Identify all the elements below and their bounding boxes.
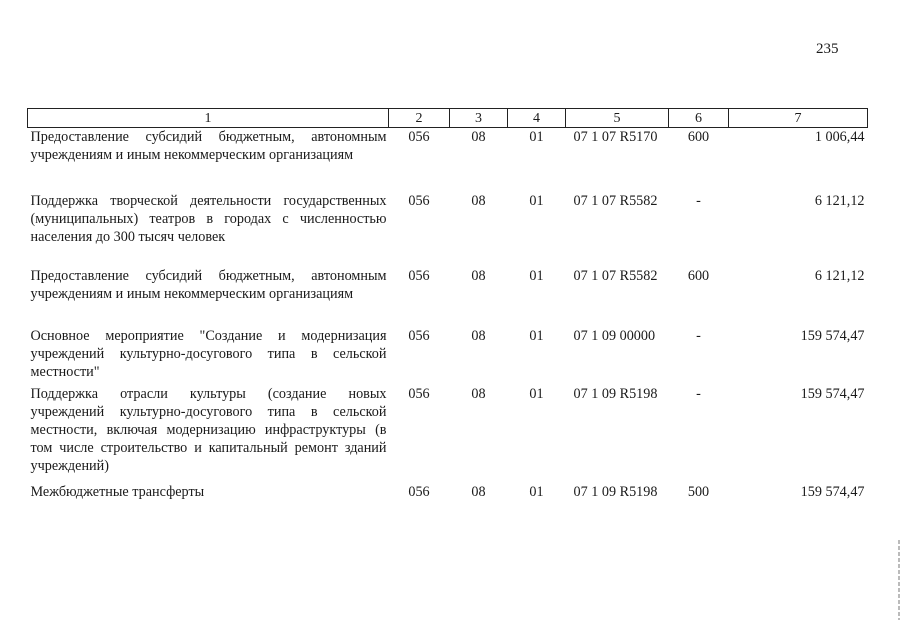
header-col-7: 7 xyxy=(729,109,868,128)
header-col-5: 5 xyxy=(566,109,669,128)
table-header xyxy=(28,109,868,128)
header-col-2: 2 xyxy=(389,109,450,128)
row-code: 07 1 09 R5198 xyxy=(573,385,658,402)
row-amount: 159 574,47 xyxy=(800,327,865,344)
table-row xyxy=(28,128,868,192)
row-col3: 08 xyxy=(471,385,486,402)
row-col3: 08 xyxy=(471,129,486,145)
row-name: Поддержка творческой деятельности государственных (муниципальных) театров в городах с численностью населения до 300 тысяч человек xyxy=(30,192,387,245)
row-type: 600 xyxy=(687,267,710,284)
row-type: - xyxy=(696,327,701,344)
header-col-3: 3 xyxy=(450,109,508,128)
row-type: - xyxy=(696,385,701,402)
row-code: 07 1 09 R5198 xyxy=(573,483,658,500)
header-col-4: 4 xyxy=(508,109,566,128)
row-amount: 159 574,47 xyxy=(800,483,865,500)
row-col4: 01 xyxy=(529,129,544,145)
page-number: 235 xyxy=(816,41,839,57)
row-code: 07 1 07 R5582 xyxy=(573,267,658,284)
row-col2: 056 xyxy=(408,483,430,500)
row-name: Поддержка отрасли культуры (создание новых учреждений культурно-досугового типа в сельской местности, включая модернизацию инфраструктуры (в том числе строительство и капитальный ремонт зданий учреждений) xyxy=(30,385,387,475)
row-code: 07 1 07 R5582 xyxy=(573,192,658,209)
header-col-6: 6 xyxy=(669,109,729,128)
header-row xyxy=(28,109,868,128)
scan-edge-mark xyxy=(898,540,900,620)
row-col4: 01 xyxy=(529,483,544,500)
row-col3: 08 xyxy=(471,267,486,284)
row-col3: 08 xyxy=(471,192,486,209)
row-amount: 6 121,12 xyxy=(814,192,865,209)
table-row xyxy=(28,327,868,385)
row-col3: 08 xyxy=(471,483,486,500)
table-row xyxy=(28,267,868,327)
row-col2: 056 xyxy=(408,192,430,209)
row-col2: 056 xyxy=(408,327,430,344)
row-name: Основное мероприятие "Создание и модернизация учреждений культурно-досугового типа в сельской местности" xyxy=(30,327,387,380)
row-name: Межбюджетные трансферты xyxy=(30,483,205,500)
header-col-1: 1 xyxy=(28,109,389,128)
row-amount: 6 121,12 xyxy=(814,267,865,284)
budget-table xyxy=(27,108,868,503)
row-col2: 056 xyxy=(408,267,430,284)
row-amount: 1 006,44 xyxy=(814,129,865,145)
row-col4: 01 xyxy=(529,267,544,284)
row-col3: 08 xyxy=(471,327,486,344)
table-row xyxy=(28,483,868,503)
row-col4: 01 xyxy=(529,192,544,209)
row-type: - xyxy=(696,192,701,209)
row-type: 500 xyxy=(687,483,710,500)
row-amount: 159 574,47 xyxy=(800,385,865,402)
row-name: Предоставление субсидий бюджетным, автономным учреждениям и иным некоммерческим организациям xyxy=(30,267,387,302)
table-row xyxy=(28,385,868,483)
row-type: 600 xyxy=(687,129,710,145)
row-col2: 056 xyxy=(408,129,430,145)
row-col4: 01 xyxy=(529,327,544,344)
row-col2: 056 xyxy=(408,385,430,402)
row-name: Предоставление субсидий бюджетным, автономным учреждениям и иным некоммерческим организациям xyxy=(30,129,387,164)
table-body xyxy=(28,128,868,503)
table-row xyxy=(28,192,868,267)
row-code: 07 1 07 R5170 xyxy=(573,129,658,145)
row-col4: 01 xyxy=(529,385,544,402)
row-code: 07 1 09 00000 xyxy=(573,327,656,344)
